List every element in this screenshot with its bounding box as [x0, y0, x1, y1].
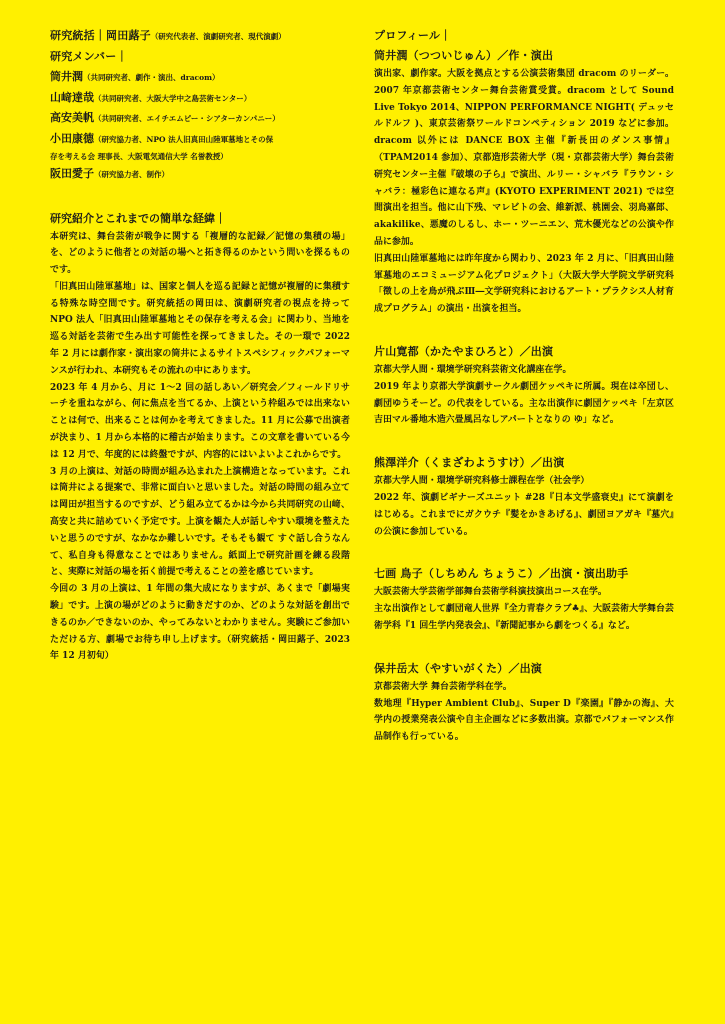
member-sakata: 阪田愛子（研究協力者、制作）: [50, 167, 169, 180]
left-column: [50, 26, 350, 665]
intro-paragraph-3: 2023 年 4 月から、月に 1〜2 回の話しあい／研究会／フィールドリサーチを重ねながら、何に焦点を当てるか、上演という枠組みでは出来ないことは何で、出来ることは何かを考えてきました。11 月に公募で出演者が決まり、1 月から本格的に稽古が始まります。この文章を書いている今は 12 月で、年度的には終盤ですが、内容的にはいよいよこれからです。: [50, 382, 350, 460]
profile-name: 保井岳太（やすいがくた）／出演: [374, 661, 542, 675]
member-yamazaki: 山﨑達哉（共同研究者、大阪大学中之島芸術センター）: [50, 90, 252, 104]
member-oda: 小田康德（研究協力者、NPO 法人旧真田山陸軍墓地とその保: [50, 131, 274, 145]
profile-name: 筒井潤（つついじゅん）／作・演出: [374, 49, 554, 62]
research-lead: [50, 26, 350, 47]
profile-name: 片山寛都（かたやまひろと）／出演: [374, 344, 554, 358]
profile-text: 主な出演作として劇団竜人世界『全力青春クラブ♣』、大阪芸術大学舞台芸術学科『1 回生学内発表会』、『新聞記事から劇をつくる』など。: [374, 604, 674, 631]
profile-name: 熊澤洋介（くまざわようすけ）／出演: [374, 456, 565, 470]
member-tsutsui: 筒井潤（共同研究者、劇作・演出、dracom）: [50, 70, 220, 83]
profile-heading: プロフィール｜: [374, 29, 452, 42]
intro-heading: 研究紹介とこれまでの簡単な経緯｜: [50, 211, 226, 225]
profile-text: 2022 年、演劇ビギナーズユニット #28『日本文学盛衰史』にて演劇をはじめる。これまでにガクウチ『髪をかきあげる』、劇団ヨアガキ『墓穴』の公演に参加している。: [374, 492, 674, 537]
profile-name: 七画 鳥子（しちめん ちょうこ）／出演・演出助手: [374, 567, 629, 581]
profile-text: 大阪芸術大学芸術学部舞台芸術学科演技演出コース在学。: [374, 587, 607, 598]
intro-paragraph-5: 今回の 3 月の上演は、1 年間の集大成になりますが、あくまで「劇場実験」です。上演の場がどのように動きだすのか、どのような対話を創出できるのか／できないのか、やってみないとわかりません。実験にご参加いただける方、劇場でお待ち申し上げます。（研究統括・岡田蕗子、2023 年 12 月初旬）: [50, 584, 350, 662]
lead-role: （研究代表者、演劇研究者、現代演劇）: [150, 32, 286, 41]
member-oda-continued: 存を考える会 理事長、大阪電気通信大学 名誉教授）: [50, 152, 228, 161]
intro-paragraph-2: 「旧真田山陸軍墓地」は、国家と個人を巡る記録と記憶が複層的に集積する特殊な時空間です。研究統括の岡田は、演劇研究者の視点を持って NPO 法人「旧真田山陸軍墓地とその保存を考える会」に関わり、当地を巡る対話を芸術で生み出す可能性を探ってきました。その一環で 2022 年 2 月には劇作家・演出家の筒井によるサイトスペシフィックパフォーマンスが行われ、本研究もその流れの中にあります。: [50, 281, 350, 376]
member-takayasu: 高安美帆（共同研究者、エイチエムピー・シアターカンパニー）: [50, 111, 280, 124]
profile-katayama: [374, 342, 674, 429]
profile-tsutsui: [374, 46, 674, 318]
profile-text: 京都芸術大学 舞台芸術学科在学。: [374, 681, 512, 692]
profile-text: 演出家、劇作家。大阪を拠点とする公演芸術集団 dracom のリーダー。2007 年京都芸術センター舞台芸術賞受賞。dracom として Sound Live Tokyo 2014、NIPPON PERFORMANCE NIGHT( デュッセルドルフ )、東京芸術祭ワールドコンペティション 2019 などに参加。dracom 以外には DANCE BOX 主催『新長田のダンス事情』（TPAM2014 参加）、京都造形芸術大学（現・京都芸術大学）舞台芸術研究センター主催『破壊の子ら』で演出、ルリー・シャバラ『ラウン・シャバラ：極彩色に連なる声』(KYOTO EXPERIMENT 2021) では空間演出を担当。他に山下残、マレビトの会、維新派、桃園会、羽鳥嘉郎、akakilike、悪魔のしるし、ホー・ツーニエン、荒木優光などの公演や作品に参加。: [374, 69, 674, 247]
lead-name: 研究統括｜岡田蕗子: [50, 29, 151, 42]
profile-yasui: [374, 659, 674, 746]
profile-text: 旧真田山陸軍墓地には昨年度から関わり、2023 年 2 月に、「旧真田山陸軍墓地のエコミュージアム化プロジェクト」（大阪大学大学院文学研究科「徴しの上を鳥が飛ぶⅢ―文学研究科におけるアート・プラクシス人材育成プログラム」の演出・出演を担当。: [374, 253, 674, 315]
profile-text: 京都大学人間・環境学研究科芸術文化講座在学。: [374, 364, 572, 375]
intro-paragraph-1: 本研究は、舞台芸術が戦争に関する「複層的な記録／記憶の集積の場」を、どのように他者との対話の場へと拓き得るのかという問いを探るものです。: [50, 231, 350, 276]
profile-kumazawa: [374, 453, 674, 540]
profile-text: 2019 年より京都大学演劇サークル劇団ケッペキに所属。現在は卒団し、劇団ゆうそーど。の代表をしている。主な出演作に劇団ケッペキ「左京区吉田マル番地木造六畳風呂なしアパートとなりの ゆ」など。: [374, 381, 674, 426]
intro-paragraph-4: 3 月の上演は、対話の時間が組み込まれた上演構造となっています。これは筒井による提案で、非常に面白いと思いました。対話の時間の組み立ては岡田が担当するのですが、どう組み立てるかは今から共同研究の山﨑、高安と共に詰めていく予定です。上演を観た人が話しやすい環境を整えたいと思うのですが、なかなか難しいです。そもそも観て すぐ話し合うなんて、私自身も得意なことではありません。紙面上で研究計画を練る段階と、実際に対話の場を拓く前提で考えることの差を感じています。: [50, 466, 350, 578]
members-heading: 研究メンバー｜: [50, 50, 128, 63]
right-column: [374, 26, 674, 746]
profile-text: 数地理『Hyper Ambient Club』、Super D『楽園』『静かの海』、大学内の授業発表公演や自主企画などに多数出演。京都でパフォーマンス作品制作も行っている。: [374, 698, 674, 743]
profile-shichimen: [374, 564, 674, 634]
profile-text: 京都大学人間・環境学研究科修士課程在学（社会学）: [374, 476, 590, 487]
